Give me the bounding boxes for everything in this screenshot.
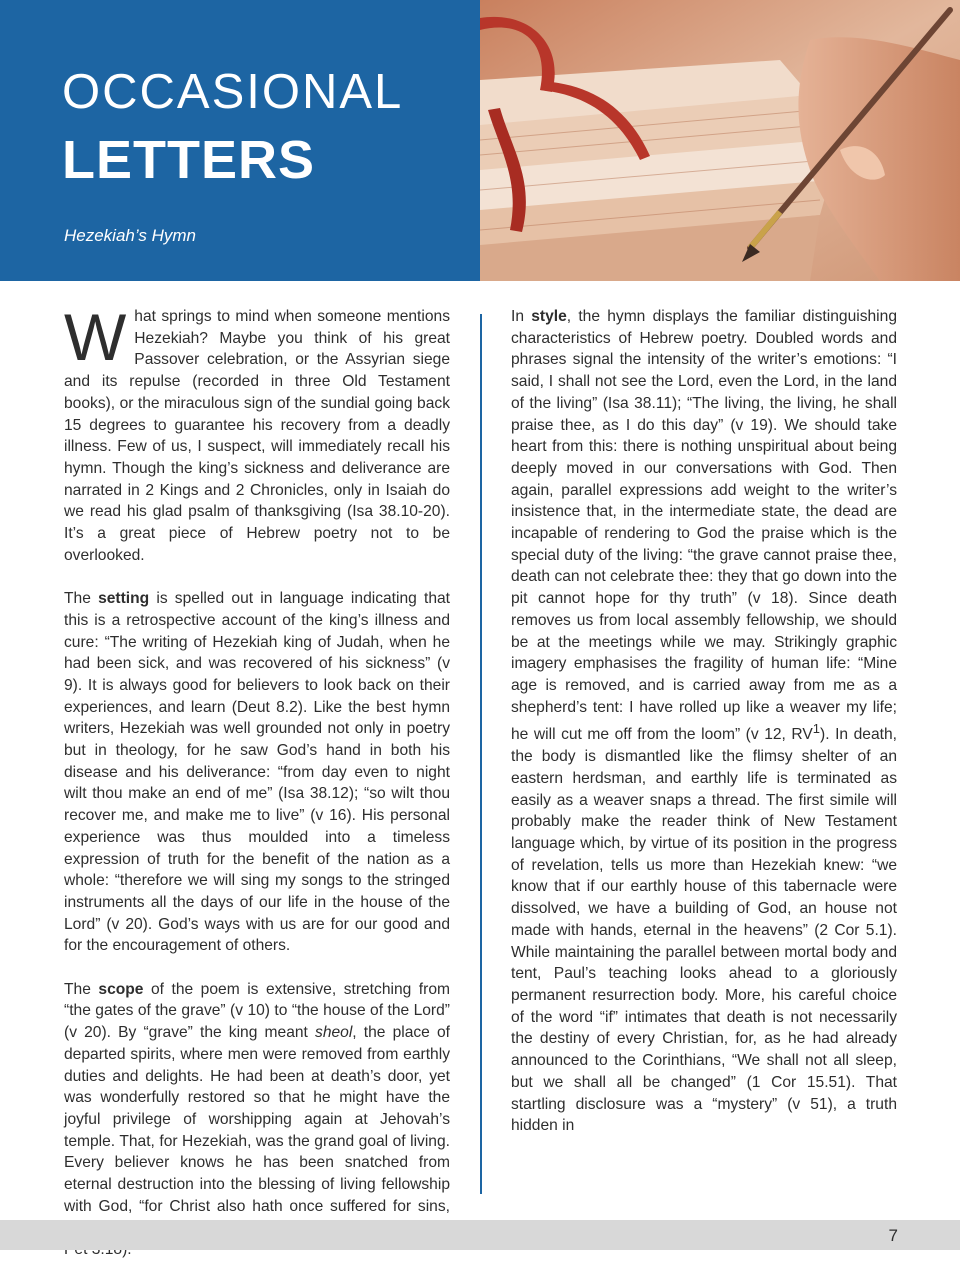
- paragraph-scope: The scope of the poem is extensive, stretching from “the gates of the grave” (v 10) to “the house of the Lord” (v 20). By “grave” the king meant sheol, the place of departed spirits, where men were removed from earthly duties and delights. He had been at death’s door, yet was wonderfully restored so that he might have the joyful privilege of worshipping again at Jehovah’s temple. That, for Hezekiah, was the grand goal of living. Every believer knows he has been snatched from eternal destruction into the blessing of living fellowship with God, “for Christ also hath once suffered for sins,: [64, 980, 450, 1215]
- keyword-style: style: [531, 308, 567, 325]
- article-subtitle: Hezekiah’s Hymn: [64, 226, 196, 245]
- term-sheol: sheol: [315, 1024, 353, 1042]
- keyword-setting: setting: [98, 590, 150, 608]
- paragraph-intro: What springs to mind when someone mentions Hezekiah? Maybe you think of his great Passover celebration, or the Assyrian siege and its repulse (recorded in three Old Testament books), or the miraculous sign of the sundial going back 15 degrees to guarantee his recovery from a deadly illness. Few of us, I suspect, will immediately recall his hymn. Though the king’s sickness and deliverance are narrated in 2 Kings and 2 Chronicles, only in Isaiah do we read his glad psalm of thanksgiving (Isa 38.10-20). It’s a great piece of Hebrew poetry not to be overlooked.: [64, 300, 450, 564]
- paragraph-style: In style, the hymn displays the familiar distinguishing characteristics of Hebrew poetry. Doubled words and phrases signal the intensity of the writer’s emotions: “I said, I shall not see the Lord, even the Lord, in the land of the living” (Isa 38.11); “The living, the living, he shall praise thee, as I do this day” (v 19). We should take heart from this: there is nothing unspiritual about being deeply moved in our conversations with God. Then again, parallel expressions add weight to the writer’s insistence that, in the intermediate state, the dead are incapable of rendering to God the praise which is the special duty of the living: “the grave cannot praise thee, death can not celebrate thee: they that go down into the pit cannot hope for thy truth” (v 18). Since death removes us from local assembly fellowship, we should be at the meetings while we may. Strikingly graphic imagery emphasises the fragility of human life: “Mine age is removed, and is carried away from me as a shepherd’s tent: I have rolled up like a weaver my life; he will cut me off from the loom” (v 12, $RV^1$). In death, the body is dismantled like the flimsy shelter of an eastern herdsman, and earthly life is terminated as easily as a weaver snaps a thread. The first simile will probably make the reader think of New Testament language which, by virtue of its position in the progress of revelation, tells us more than Hezekiah knew: “we know that if our earthly house of this tabernacle were dissolved, we have a building of God, an house not made with hands, eternal in the heavens” (2 Cor 5.1). While maintaining the parallel between mortal body and tent, Paul’s teaching looks ahead to a gloriously permanent resurrection body. More, his careful choice of the word “if” intimates that death is not necessarily the destiny of every Christian, for, as he had already announced to the Corinthians, “We shall not all sleep, but we shall all be changed” (1 Cor 15.51). That startling disclosure was a “mystery” (v 51), a truth hidden in: [511, 308, 897, 1135]
- footer-bar: [0, 1220, 960, 1250]
- keyword-scope: scope: [98, 980, 144, 998]
- series-title-bold: LETTERS: [62, 130, 316, 190]
- article-header: [0, 0, 960, 281]
- footnote-marker: 1: [812, 721, 821, 737]
- article-body: [64, 300, 898, 1215]
- series-title: [62, 62, 403, 190]
- right-column: [511, 306, 897, 1159]
- drop-cap: W: [64, 300, 127, 374]
- left-column: [64, 300, 451, 1283]
- column-divider: [480, 314, 482, 1194]
- page-number: 7: [888, 1226, 898, 1245]
- pen-and-letters-photo: [480, 0, 960, 281]
- title-panel: [0, 0, 480, 281]
- paragraph-setting: The setting is spelled out in language indicating that this is a retrospective account of the king’s illness and cure: “The writing of Hezekiah king of Judah, when he had been sick, and was recovered of his sickness” (v 9). It is always good for believers to look back on their experiences, and learn (Deut 8.2). Like the best hymn writers, Hezekiah was well grounded not only in poetry but in theology, for he saw God’s hand in both his disease and his deliverance: “from day even to night wilt thou make an end of me” (Isa 38.12); “so wilt thou recover me, and make me to live” (v 16). His personal experience was thus moulded into a timeless expression of truth for the benefit of the nation as a whole: “therefore we will sing my songs to the stringed instruments all the days of our life in the house of the Lord” (v 20). God’s ways with us are for our good and for the encouragement of others.: [64, 590, 451, 955]
- series-title-light: OCCASIONAL: [62, 65, 404, 119]
